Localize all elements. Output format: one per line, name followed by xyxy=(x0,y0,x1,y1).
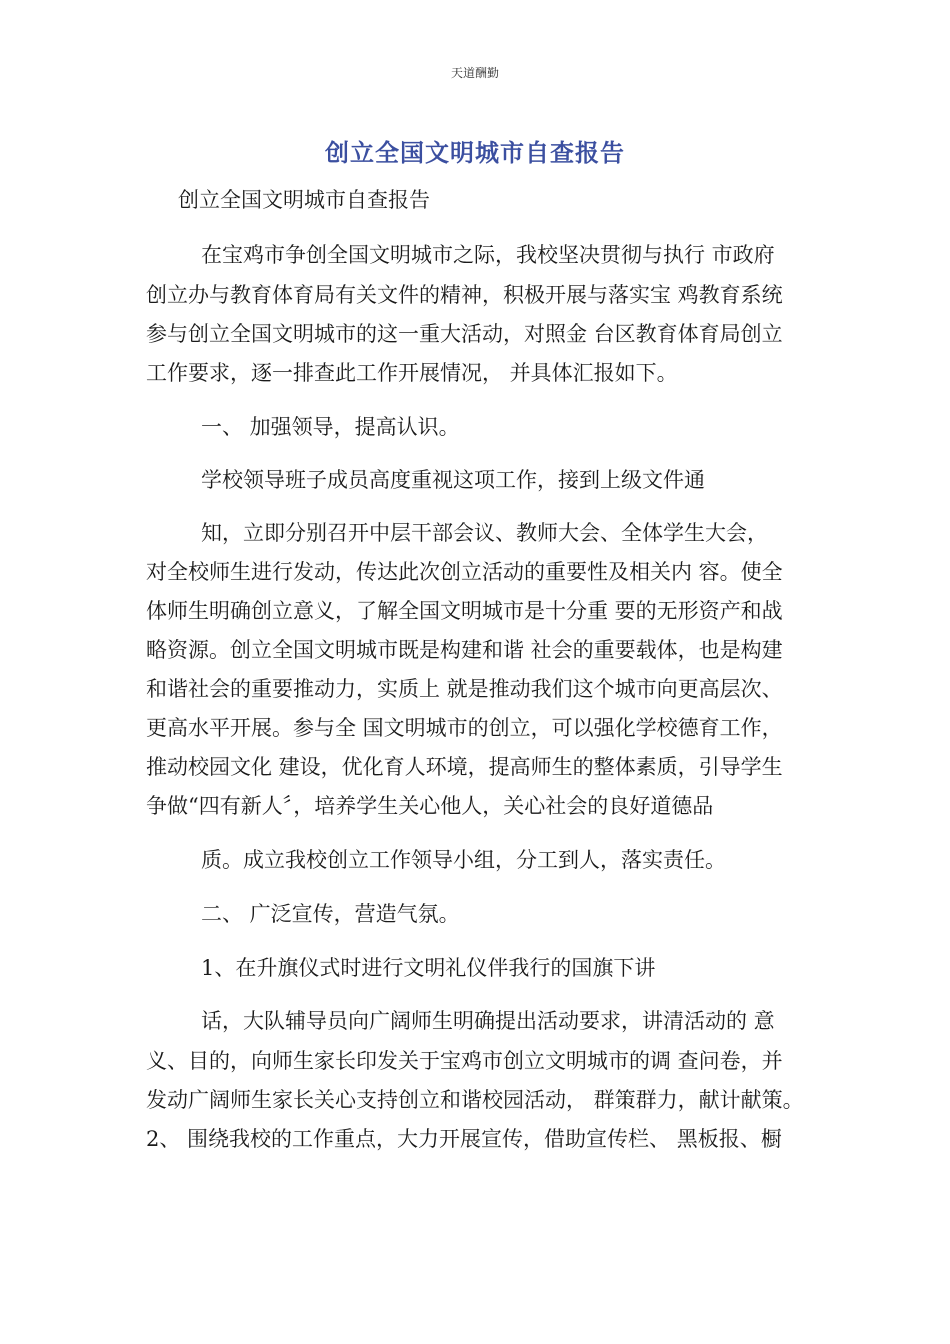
paragraph-line: 质。成立我校创立工作领导小组，分工到人，落实责任。 xyxy=(201,848,726,872)
paragraph-line: 在宝鸡市争创全国文明城市之际，我校坚决贯彻与执行 市政府 xyxy=(201,243,775,267)
paragraph-line: 工作要求，逐一排查此工作开展情况， 并具体汇报如下。 xyxy=(146,361,678,385)
paragraph-line: 体师生明确创立意义，了解全国文明城市是十分重 要的无形资产和战 xyxy=(146,599,783,623)
paragraph-line: 创立办与教育体育局有关文件的精神，积极开展与落实宝 鸡教育系统 xyxy=(146,283,783,307)
subtitle-line: 创立全国文明城市自查报告 xyxy=(178,188,430,212)
paragraph-line: 争做“四有新人〞，培养学生关心他人，关心社会的良好道德品 xyxy=(146,794,714,818)
paragraph-line: 参与创立全国文明城市的这一重大活动，对照金 台区教育体育局创立 xyxy=(146,322,783,346)
paragraph-line: 话，大队辅导员向广阔师生明确提出活动要求，讲清活动的 意 xyxy=(201,1009,775,1033)
paragraph-line: 发动广阔师生家长关心支持创立和谐校园活动， 群策群力，献计献策。 xyxy=(146,1088,804,1112)
paragraph-line: 推动校园文化 建设，优化育人环境，提高师生的整体素质，引导学生 xyxy=(146,755,783,779)
paragraph-line: 知，立即分别召开中层干部会议、教师大会、全体学生大会， xyxy=(201,521,768,545)
paragraph-line: 1、在升旗仪式时进行文明礼仪伴我行的国旗下讲 xyxy=(201,956,656,980)
document-title: 创立全国文明城市自查报告 xyxy=(325,139,625,167)
paragraph-line: 和谐社会的重要推动力，实质上 就是推动我们这个城市向更高层次、 xyxy=(146,677,783,701)
paragraph-line: 更高水平开展。参与全 国文明城市的创立，可以强化学校德育工作， xyxy=(146,716,783,740)
paragraph-line: 学校领导班子成员高度重视这项工作，接到上级文件通 xyxy=(201,468,705,492)
paragraph-line: 2、 围绕我校的工作重点，大力开展宣传，借助宣传栏、 黑板报、橱 xyxy=(146,1127,782,1151)
paragraph-line: 略资源。创立全国文明城市既是构建和谐 社会的重要载体，也是构建 xyxy=(146,638,783,662)
section-heading: 一、 加强领导，提高认识。 xyxy=(201,415,460,439)
paragraph-line: 对全校师生进行发动，传达此次创立活动的重要性及相关内 容。使全 xyxy=(146,560,783,584)
paragraph-line: 义、目的，向师生家长印发关于宝鸡市创立文明城市的调 查问卷，并 xyxy=(146,1049,783,1073)
page-header: 天道酬勤 xyxy=(450,66,499,80)
section-heading: 二、 广泛宣传，营造气氛。 xyxy=(201,902,460,926)
